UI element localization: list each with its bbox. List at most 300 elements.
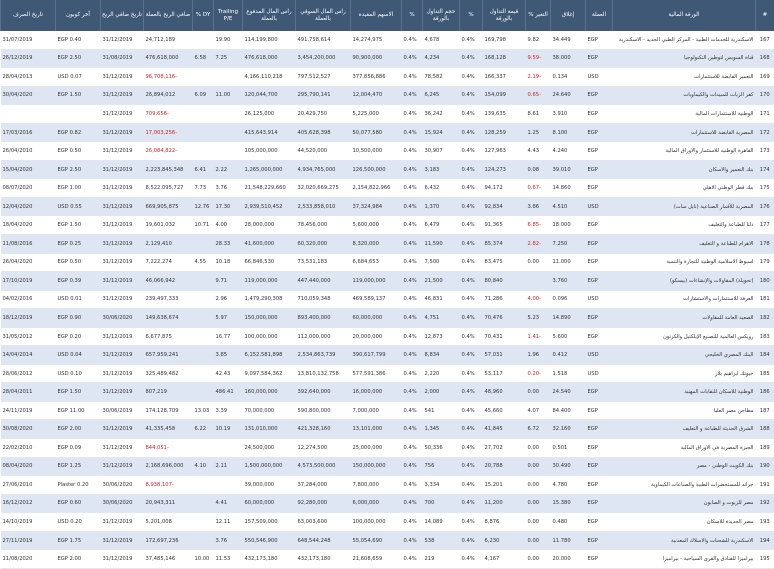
cell-net-profit: 2,168,696,000	[144, 457, 193, 476]
cell-change-pct: 0.00	[526, 494, 551, 513]
cell-rank: 172	[756, 123, 774, 142]
cell-listed-shares: 5,225,000	[351, 105, 402, 124]
table-row[interactable]	[1, 420, 774, 439]
cell-net-profit-date: 31/12/2019	[101, 327, 144, 346]
cell-security[interactable]: رويكس العالمية للتصنيع الإيلكتيل والكرتون	[613, 327, 756, 346]
table-row[interactable]	[1, 235, 774, 254]
header-last-coupon[interactable]: آخر كوبون	[56, 0, 101, 31]
cell-paid-capital: 28,000,000	[243, 216, 296, 235]
header-close[interactable]: إغلاق	[551, 0, 586, 31]
cell-trailing-pe: 4.41	[214, 494, 243, 513]
cell-change-pct: 0.00	[526, 513, 551, 532]
cell-trailing-pe: 3.76	[214, 531, 243, 550]
cell-traded-value: 85,374	[483, 235, 526, 254]
table-row[interactable]	[1, 401, 774, 420]
cell-change-pct: 4.43	[526, 142, 551, 161]
cell-net-profit: 149,638,674	[144, 309, 193, 328]
cell-currency: EGP	[586, 49, 613, 68]
cell-traded-value-pct: 0.4%	[460, 364, 483, 383]
cell-last-coupon: EGP 1.50	[56, 383, 101, 402]
cell-last-coupon: USD 0.01	[56, 290, 101, 309]
cell-currency: EGP	[586, 439, 613, 458]
cell-traded-volume-pct: 0.4%	[402, 290, 423, 309]
cell-traded-value: 154,099	[483, 86, 526, 105]
table-row[interactable]	[1, 364, 774, 383]
cell-traded-volume: 36,242	[423, 105, 460, 124]
cell-security[interactable]: بنك الكويت الوطني - مصر	[613, 457, 756, 476]
cell-traded-value: 27,702	[483, 439, 526, 458]
cell-traded-value-pct: 0.4%	[460, 439, 483, 458]
cell-dividend-yield: 4.55	[193, 253, 214, 272]
cell-security[interactable]: الوطنية للاسكان للنقابات المهنية	[613, 383, 756, 402]
cell-security[interactable]: خيوتك ابراهيم بلاز	[613, 364, 756, 383]
cell-change-pct: 1.96	[526, 346, 551, 365]
cell-traded-value-pct: 0.4%	[460, 179, 483, 198]
cell-ex-date: 27/11/2019	[1, 531, 56, 550]
cell-net-profit: -26,084,822	[144, 142, 193, 161]
cell-net-profit-date: 31/12/2019	[101, 346, 144, 365]
header-currency[interactable]: العملة	[586, 0, 613, 31]
cell-traded-value-pct: 0.4%	[460, 197, 483, 216]
cell-net-profit-date: 31/12/2019	[101, 68, 144, 87]
cell-traded-volume: 3,183	[423, 160, 460, 179]
cell-net-profit: 476,618,000	[144, 49, 193, 68]
cell-paid-capital: 9,097,584,362	[243, 364, 296, 383]
cell-security[interactable]: بنك قطر الوطني الاهلي	[613, 179, 756, 198]
header-market-cap[interactable]: راس المال السوقي بالعملة	[296, 0, 351, 31]
cell-dividend-yield	[193, 142, 214, 161]
cell-net-profit-date: 31/12/2019	[101, 86, 144, 105]
cell-listed-shares: 60,000,000	[351, 309, 402, 328]
table-row[interactable]	[1, 346, 774, 365]
header-rank[interactable]: #	[756, 0, 774, 31]
cell-traded-value-pct: 0.4%	[460, 457, 483, 476]
table-row[interactable]	[1, 457, 774, 476]
cell-traded-volume: 8,834	[423, 346, 460, 365]
table-row[interactable]	[1, 31, 774, 49]
cell-security[interactable]: الصعيد العامة للمقاولات	[613, 309, 756, 328]
cell-security[interactable]: مطاحن مصر العليا	[613, 401, 756, 420]
cell-listed-shares: 2,154,822,966	[351, 179, 402, 198]
cell-market-cap: 20,429,750	[296, 105, 351, 124]
cell-traded-value-pct: 0.4%	[460, 401, 483, 420]
header-ex-date[interactable]: تاريخ الصرف	[1, 0, 56, 31]
header-trailing-pe[interactable]: Trailing P/E	[214, 0, 243, 31]
table-row[interactable]	[1, 86, 774, 105]
cell-close: 8.100	[551, 123, 586, 142]
cell-currency: EGP	[586, 383, 613, 402]
cell-net-profit-date: 31/12/2019	[101, 457, 144, 476]
cell-traded-value: 94,172	[483, 179, 526, 198]
cell-net-profit: 26,894,012	[144, 86, 193, 105]
cell-dividend-yield	[193, 31, 214, 49]
cell-trailing-pe: 2.96	[214, 290, 243, 309]
cell-paid-capital: 26,125,000	[243, 105, 296, 124]
cell-security[interactable]: الاسكندرية للشحنات والاسلاك المعدنية	[613, 531, 756, 550]
cell-close: 11.000	[551, 253, 586, 272]
cell-currency: EGP	[586, 179, 613, 198]
cell-currency: USD	[586, 197, 613, 216]
cell-trailing-pe: 3.39	[214, 401, 243, 420]
header-net-profit[interactable]: صافي الربح بالعملة	[144, 0, 193, 31]
cell-traded-volume: 30,907	[423, 142, 460, 161]
cell-trailing-pe	[214, 105, 243, 124]
cell-paid-capital: 1,500,000,000	[243, 457, 296, 476]
table-row[interactable]	[1, 49, 774, 68]
cell-close: 7.250	[551, 235, 586, 254]
cell-traded-value: 168,128	[483, 49, 526, 68]
cell-traded-value: 91,365	[483, 216, 526, 235]
cell-last-coupon: EGP 2.00	[56, 420, 101, 439]
cell-traded-volume-pct: 0.4%	[402, 105, 423, 124]
cell-security[interactable]: دلتا للطباعة والتغليف	[613, 216, 756, 235]
cell-traded-volume: 2,000	[423, 383, 460, 402]
cell-ex-date: 28/06/2012	[1, 364, 56, 383]
table-row[interactable]	[1, 309, 774, 328]
cell-last-coupon: USD 0.07	[56, 68, 101, 87]
cell-traded-volume-pct: 0.4%	[402, 327, 423, 346]
cell-traded-value: 70,431	[483, 327, 526, 346]
cell-change-pct: 3.86	[526, 197, 551, 216]
cell-security[interactable]: القاهرة الوطنية للاستثمار والاوراق المالية	[613, 142, 756, 161]
cell-ex-date: 22/02/2010	[1, 439, 56, 458]
cell-trailing-pe: 12.11	[214, 513, 243, 532]
cell-traded-value: 124,273	[483, 160, 526, 179]
table-row[interactable]	[1, 494, 774, 513]
cell-net-profit-date: 31/12/2019	[101, 216, 144, 235]
cell-listed-shares: 13,101,000	[351, 420, 402, 439]
cell-net-profit-date: 31/12/2019	[101, 123, 144, 142]
cell-dividend-yield	[193, 309, 214, 328]
cell-ex-date: 08/04/2020	[1, 457, 56, 476]
cell-net-profit-date: 31/12/2019	[101, 235, 144, 254]
cell-change-pct: -6.85	[526, 216, 551, 235]
cell-change-pct: 0.00	[526, 439, 551, 458]
cell-traded-volume: 14,089	[423, 513, 460, 532]
table-row[interactable]	[1, 550, 774, 569]
cell-traded-value-pct: 0.4%	[460, 216, 483, 235]
cell-traded-value: 139,635	[483, 105, 526, 124]
table-row[interactable]	[1, 327, 774, 346]
cell-traded-value: 48,960	[483, 383, 526, 402]
cell-listed-shares: 377,856,886	[351, 68, 402, 87]
cell-traded-volume: 3,334	[423, 476, 460, 495]
cell-security[interactable]: بنك التعمير والاسكان	[613, 160, 756, 179]
cell-traded-volume-pct: 0.4%	[402, 31, 423, 49]
cell-traded-volume-pct: 0.4%	[402, 550, 423, 569]
cell-rank: 185	[756, 364, 774, 383]
cell-listed-shares: 119,000,000	[351, 272, 402, 291]
cell-net-profit: 19,601,032	[144, 216, 193, 235]
cell-change-pct: 6.72	[526, 420, 551, 439]
cell-market-cap: 112,000,000	[296, 327, 351, 346]
cell-trailing-pe: 17.30	[214, 197, 243, 216]
cell-net-profit-date: 31/12/2019	[101, 290, 144, 309]
table-row[interactable]	[1, 272, 774, 291]
cell-trailing-pe: 28.33	[214, 235, 243, 254]
cell-listed-shares: 577,591,386	[351, 364, 402, 383]
cell-traded-volume-pct: 0.4%	[402, 420, 423, 439]
cell-rank: 193	[756, 513, 774, 532]
cell-currency: EGP	[586, 105, 613, 124]
cell-traded-volume: 6,432	[423, 179, 460, 198]
cell-trailing-pe: 10.19	[214, 420, 243, 439]
cell-market-cap: 63,003,600	[296, 513, 351, 532]
cell-ex-date	[1, 105, 56, 124]
cell-dividend-yield	[193, 364, 214, 383]
cell-trailing-pe: 42.43	[214, 364, 243, 383]
cell-close: 0.412	[551, 346, 586, 365]
header-traded-value-pct[interactable]: %	[460, 0, 483, 31]
cell-close: 18.000	[551, 216, 586, 235]
table-row[interactable]	[1, 290, 774, 309]
cell-traded-value-pct: 0.4%	[460, 550, 483, 569]
cell-dividend-yield: 6.22	[193, 420, 214, 439]
cell-traded-volume: 4,678	[423, 31, 460, 49]
cell-net-profit: -844,051	[144, 439, 193, 458]
cell-net-profit-date: 30/06/2019	[101, 401, 144, 420]
cell-traded-volume: 78,582	[423, 68, 460, 87]
header-change-pct[interactable]: التغير %	[526, 0, 551, 31]
cell-security[interactable]: اسيوط الاسلامية الوطنية للتجارة والتنمية	[613, 253, 756, 272]
cell-change-pct	[526, 272, 551, 291]
table-row[interactable]	[1, 160, 774, 179]
cell-last-coupon: EGP 0.25	[56, 235, 101, 254]
cell-paid-capital: 105,000,000	[243, 142, 296, 161]
header-traded-value[interactable]: قيمة التداول بالورقة	[483, 0, 526, 31]
table-row[interactable]	[1, 123, 774, 142]
cell-close: 20.000	[551, 550, 586, 569]
cell-security[interactable]: الوطنية للاستثمارات المالية	[613, 105, 756, 124]
cell-security[interactable]: الشرق الحديثة للطباعة و التغليف	[613, 420, 756, 439]
header-traded-volume-pct[interactable]: %	[402, 0, 423, 31]
cell-traded-value: 4,167	[483, 550, 526, 569]
cell-listed-shares: 469,589,137	[351, 290, 402, 309]
table-row[interactable]	[1, 105, 774, 124]
cell-security[interactable]: المصرية للأقمار الصناعية (نايل سات)	[613, 197, 756, 216]
cell-dividend-yield	[193, 68, 214, 87]
cell-traded-volume-pct: 0.4%	[402, 197, 423, 216]
cell-traded-value: 8,876	[483, 513, 526, 532]
cell-traded-value: 92,834	[483, 197, 526, 216]
cell-traded-value: 45,660	[483, 401, 526, 420]
cell-traded-value-pct: 0.4%	[460, 420, 483, 439]
cell-traded-volume: 4,234	[423, 49, 460, 68]
table-row[interactable]	[1, 179, 774, 198]
cell-listed-shares: 14,274,975	[351, 31, 402, 49]
cell-paid-capital: 150,000,000	[243, 309, 296, 328]
cell-change-pct: 0.00	[526, 476, 551, 495]
cell-last-coupon: EGP 2.50	[56, 160, 101, 179]
cell-paid-capital: 4,166,110,218	[243, 68, 296, 87]
cell-trailing-pe: 11.00	[214, 86, 243, 105]
cell-close: 0.096	[551, 290, 586, 309]
cell-close: 39.010	[551, 160, 586, 179]
cell-dividend-yield	[193, 513, 214, 532]
cell-currency: EGP	[586, 550, 613, 569]
cell-net-profit: 7,222,274	[144, 253, 193, 272]
cell-rank: 186	[756, 383, 774, 402]
cell-traded-volume: 538	[423, 531, 460, 550]
cell-change-pct: 0.00	[526, 253, 551, 272]
cell-net-profit: 325,489,482	[144, 364, 193, 383]
cell-close: 84.400	[551, 401, 586, 420]
cell-security[interactable]: مصر الجديدة للاسكان	[613, 513, 756, 532]
cell-dividend-yield: 12.76	[193, 197, 214, 216]
cell-last-coupon: EGP 2.50	[56, 49, 101, 68]
cell-rank: 176	[756, 197, 774, 216]
cell-ex-date: 14/10/2019	[1, 513, 56, 532]
cell-traded-volume: 7,500	[423, 253, 460, 272]
table-row[interactable]	[1, 68, 774, 87]
cell-traded-value-pct: 0.4%	[460, 494, 483, 513]
cell-market-cap: 78,456,000	[296, 216, 351, 235]
cell-last-coupon: EGP 0.40	[56, 31, 101, 49]
cell-market-cap: 92,280,000	[296, 494, 351, 513]
cell-ex-date: 27/06/2010	[1, 476, 56, 495]
cell-traded-volume: 219	[423, 550, 460, 569]
cell-net-profit-date: 31/12/2019	[101, 142, 144, 161]
cell-dividend-yield: 10.00	[193, 550, 214, 569]
cell-traded-value-pct: 0.4%	[460, 235, 483, 254]
cell-market-cap: 37,284,000	[296, 476, 351, 495]
header-net-profit-date[interactable]: تاريخ صافي الربح	[101, 0, 144, 31]
cell-traded-volume: 6,245	[423, 86, 460, 105]
cell-security[interactable]: كفر الزيات للمبيدات والكيماويات	[613, 86, 756, 105]
cell-security[interactable]: مصر للزيوت و الصابون	[613, 494, 756, 513]
cell-dividend-yield: 6.58	[193, 49, 214, 68]
cell-security[interactable]: (تحويلة) المقاولات والإنشاءات (بيسكو)	[613, 272, 756, 291]
cell-dividend-yield	[193, 439, 214, 458]
cell-security[interactable]: بيراميزا للفنادق والقرى السياحية - بيراميزا	[613, 550, 756, 569]
cell-traded-value: 15,201	[483, 476, 526, 495]
cell-traded-volume-pct: 0.4%	[402, 49, 423, 68]
cell-traded-volume-pct: 0.4%	[402, 513, 423, 532]
cell-traded-volume: 2,220	[423, 364, 460, 383]
cell-listed-shares: 20,000,000	[351, 327, 402, 346]
cell-dividend-yield	[193, 383, 214, 402]
cell-paid-capital: 160,000,000	[243, 383, 296, 402]
cell-listed-shares: 8,320,000	[351, 235, 402, 254]
cell-trailing-pe: 7.25	[214, 49, 243, 68]
header-paid-capital[interactable]: راس المال المدفوع بالعملة	[243, 0, 296, 31]
cell-currency: USD	[586, 364, 613, 383]
table-row[interactable]	[1, 439, 774, 458]
cell-paid-capital: 550,546,900	[243, 531, 296, 550]
cell-security[interactable]: جراند للمستحضرات الطبية والصناعات الكيماوية	[613, 476, 756, 495]
cell-security[interactable]: الاهرام للطباعة و التغليف	[613, 235, 756, 254]
cell-change-pct: -0.20	[526, 364, 551, 383]
cell-traded-volume-pct: 0.4%	[402, 494, 423, 513]
cell-rank: 167	[756, 31, 774, 49]
cell-security[interactable]: قناة السويس لتوطين التكنولوجيا	[613, 49, 756, 68]
cell-traded-volume-pct: 0.4%	[402, 364, 423, 383]
cell-listed-shares: 10,500,000	[351, 142, 402, 161]
cell-last-coupon: EGP 0.39	[56, 272, 101, 291]
cell-listed-shares: 25,000,000	[351, 439, 402, 458]
cell-market-cap: 73,531,183	[296, 253, 351, 272]
cell-close: 0.480	[551, 513, 586, 532]
cell-security[interactable]: الجيزة المصرية في الاوراق المالية	[613, 439, 756, 458]
cell-security[interactable]: العرفة للاستثمارات والاستشارات	[613, 290, 756, 309]
cell-net-profit: 172,697,236	[144, 531, 193, 550]
cell-last-coupon: EGP 0.50	[56, 253, 101, 272]
cell-listed-shares: 150,000,000	[351, 457, 402, 476]
cell-rank: 189	[756, 439, 774, 458]
cell-currency: USD	[586, 346, 613, 365]
cell-currency: EGP	[586, 253, 613, 272]
cell-security[interactable]: المصرية القابضة للاستثمارات	[613, 123, 756, 142]
cell-change-pct: -0.67	[526, 179, 551, 198]
cell-paid-capital: 100,000,000	[243, 327, 296, 346]
cell-net-profit: 669,905,875	[144, 197, 193, 216]
cell-net-profit-date: 31/08/2019	[101, 49, 144, 68]
cell-traded-volume-pct: 0.4%	[402, 142, 423, 161]
cell-security[interactable]: البنك المصري الخليجي	[613, 346, 756, 365]
cell-currency: EGP	[586, 142, 613, 161]
cell-rank: 175	[756, 179, 774, 198]
cell-listed-shares: 390,617,799	[351, 346, 402, 365]
table-row[interactable]	[1, 197, 774, 216]
cell-listed-shares: 126,500,000	[351, 160, 402, 179]
cell-last-coupon: USD 0.10	[56, 364, 101, 383]
table-row[interactable]	[1, 253, 774, 272]
cell-traded-value-pct: 0.4%	[460, 31, 483, 49]
table-row[interactable]	[1, 476, 774, 495]
cell-net-profit: 2,223,845,348	[144, 160, 193, 179]
cell-ex-date: 31/07/2019	[1, 31, 56, 49]
table-row[interactable]	[1, 383, 774, 402]
cell-last-coupon	[56, 105, 101, 124]
header-listed-shares[interactable]: الاسهم المقيدة	[351, 0, 402, 31]
cell-net-profit: 5,201,008	[144, 513, 193, 532]
cell-traded-value-pct: 0.4%	[460, 531, 483, 550]
cell-change-pct: 0.00	[526, 550, 551, 569]
cell-traded-value: 169,798	[483, 31, 526, 49]
cell-market-cap: 648,544,248	[296, 531, 351, 550]
cell-security[interactable]: الاسكندرية للخدمات الطبية - المركز الطبي الجديد - الاسكندرية	[613, 31, 756, 49]
cell-security[interactable]: التعمير القابضة للاستثمارات	[613, 68, 756, 87]
header-security[interactable]: الورقة المالية	[613, 0, 756, 31]
cell-net-profit: 46,066,942	[144, 272, 193, 291]
header-dividend-yield[interactable]: DY %	[193, 0, 214, 31]
table-row[interactable]	[1, 216, 774, 235]
cell-dividend-yield: 6.41	[193, 160, 214, 179]
table-row[interactable]	[1, 142, 774, 161]
cell-last-coupon: EGP 0.50	[56, 142, 101, 161]
cell-trailing-pe	[214, 476, 243, 495]
cell-currency: USD	[586, 290, 613, 309]
cell-trailing-pe: 9.71	[214, 272, 243, 291]
cell-currency: EGP	[586, 123, 613, 142]
cell-currency: EGP	[586, 309, 613, 328]
cell-ex-date: 18/04/2020	[1, 216, 56, 235]
cell-change-pct: -9.59	[526, 49, 551, 68]
table-row[interactable]	[1, 531, 774, 550]
cell-ex-date: 28/04/2013	[1, 68, 56, 87]
header-traded-volume[interactable]: حجم التداول بالورقة	[423, 0, 460, 31]
cell-market-cap: 44,520,000	[296, 142, 351, 161]
cell-net-profit-date: 31/12/2019	[101, 364, 144, 383]
table-row[interactable]	[1, 513, 774, 532]
cell-rank: 170	[756, 86, 774, 105]
cell-ex-date: 26/04/2020	[1, 253, 56, 272]
cell-dividend-yield	[193, 531, 214, 550]
cell-net-profit-date: 31/12/2019	[101, 383, 144, 402]
cell-traded-volume: 11,590	[423, 235, 460, 254]
cell-listed-shares: 7,000,000	[351, 401, 402, 420]
cell-rank: 169	[756, 68, 774, 87]
